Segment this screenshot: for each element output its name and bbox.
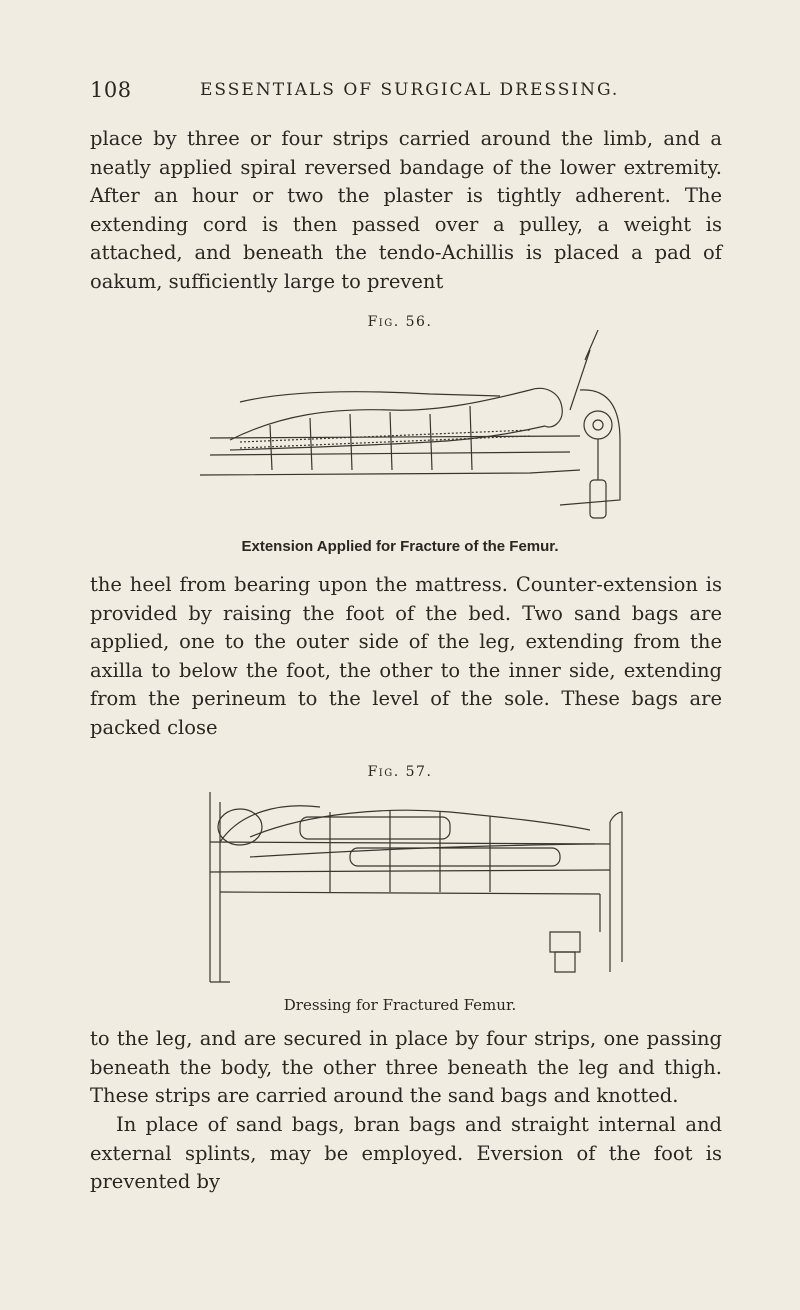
running-head: ESSENTIALS OF SURGICAL DRESSING.	[200, 80, 620, 100]
paragraph-2: the heel from bearing upon the mattress. Counter-extension is provided by raising the foot of the bed. Two sand bags are applied, one to the outer side of the leg, extending from the axilla to below the foot, the other to the inner side, extending from the perineum to the level of the sole. These bags are packed close	[90, 573, 722, 739]
figure-57-label: Fig. 57.	[367, 764, 433, 780]
figure-56-caption: Extension Applied for Fracture of the Femur.	[241, 538, 559, 555]
page-number: 108	[90, 78, 132, 102]
paragraph-3: to the leg, and are secured in place by four strips, one passing beneath the body, the other three beneath the leg and thigh. These strips are carried around the sand bags and knotted.	[90, 1027, 722, 1108]
figure-57-illustration	[190, 782, 640, 992]
paragraph-1: place by three or four strips carried around the limb, and a neatly applied spiral reversed bandage of the lower extremity. After an hour or two the plaster is tightly adherent. The extending cord is then passed over a pulley, a weight is attached, and beneath the tendo-Achillis is placed a pad of oakum, sufficiently large to prevent	[90, 127, 722, 293]
figure-56-illustration	[200, 330, 640, 530]
figure-57-caption: Dressing for Fractured Femur.	[283, 996, 517, 1014]
paragraph-4: In place of sand bags, bran bags and straight internal and external splints, may be employed. Eversion of the foot is prevented by	[90, 1113, 722, 1194]
page-header	[90, 78, 720, 108]
figure-56-label: Fig. 56.	[367, 314, 433, 330]
